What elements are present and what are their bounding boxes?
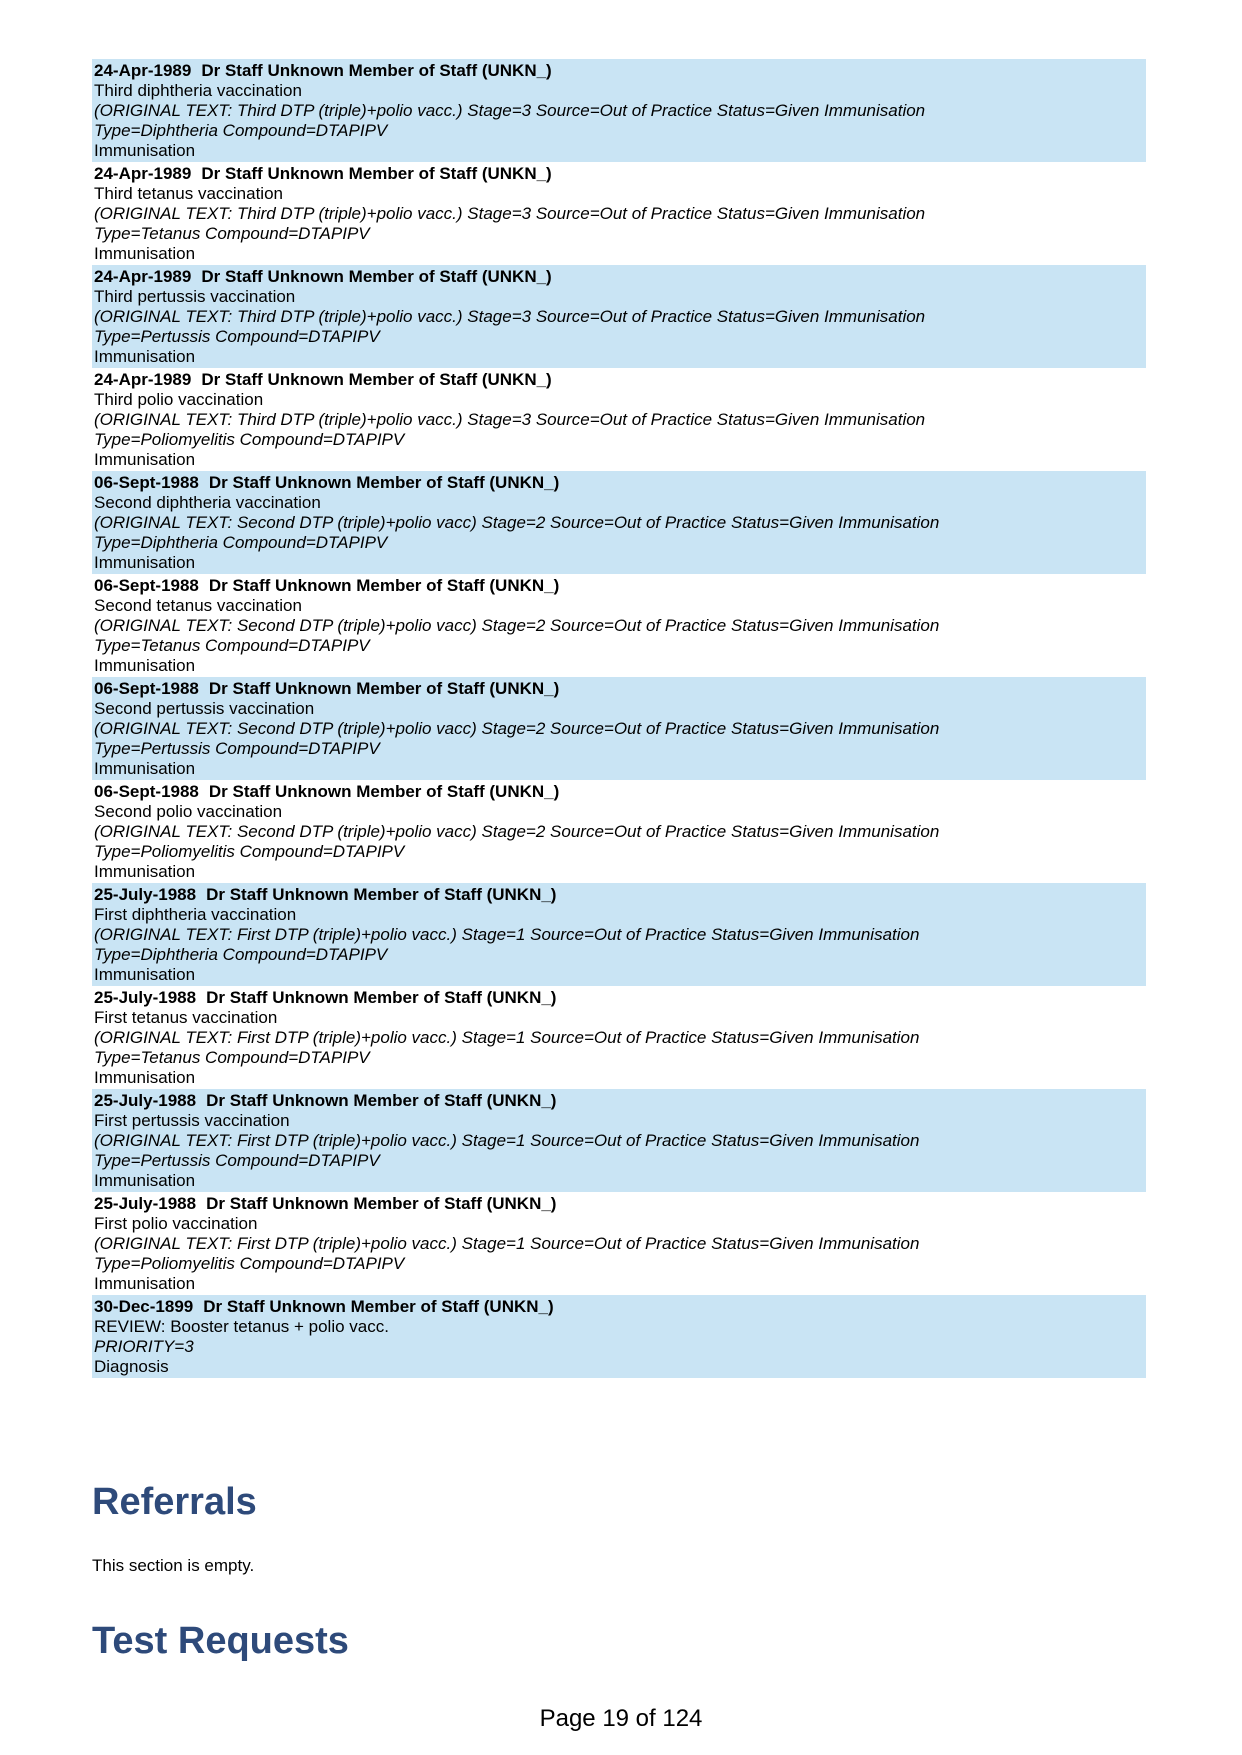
entry-date: 25-July-1988 <box>94 988 197 1007</box>
entry-header <box>94 885 1144 905</box>
entry-category: Immunisation <box>94 1274 196 1293</box>
entry-date: 25-July-1988 <box>94 1091 197 1110</box>
entry-original-text: Type=Tetanus Compound=DTAPIPV <box>94 1048 370 1067</box>
entry-staff: Dr Staff Unknown Member of Staff (UNKN_) <box>206 988 557 1007</box>
journal-entry <box>92 162 1146 265</box>
entry-title: Third polio vaccination <box>94 390 264 409</box>
entry-staff: Dr Staff Unknown Member of Staff (UNKN_) <box>201 164 552 183</box>
entry-date: 24-Apr-1989 <box>94 267 192 286</box>
journal-entry <box>92 883 1146 986</box>
journal-entry <box>92 677 1146 780</box>
entry-original-text: (ORIGINAL TEXT: Third DTP (triple)+polio vacc.) Stage=3 Source=Out of Practice Status=Given Immunisation <box>94 410 926 429</box>
entry-staff: Dr Staff Unknown Member of Staff (UNKN_) <box>208 782 560 801</box>
entry-category: Immunisation <box>94 347 196 366</box>
entry-date: 25-July-1988 <box>94 885 197 904</box>
journal-entry <box>92 1295 1146 1378</box>
journal-entry <box>92 265 1146 368</box>
journal-entry <box>92 1089 1146 1192</box>
entry-original-text: Type=Diphtheria Compound=DTAPIPV <box>94 945 388 964</box>
entry-original-text: (ORIGINAL TEXT: First DTP (triple)+polio vacc.) Stage=1 Source=Out of Practice Status=Given Immunisation <box>94 1131 920 1150</box>
entry-original-text: Type=Tetanus Compound=DTAPIPV <box>94 224 370 243</box>
entry-title: First diphtheria vaccination <box>94 905 297 924</box>
entry-title: Second tetanus vaccination <box>94 596 302 615</box>
entry-title: REVIEW: Booster tetanus + polio vacc. <box>94 1317 389 1336</box>
entry-header <box>94 1091 1144 1111</box>
entry-header <box>94 164 1144 184</box>
journal-entry <box>92 368 1146 471</box>
entry-original-text: PRIORITY=3 <box>94 1337 194 1356</box>
entry-category: Immunisation <box>94 759 196 778</box>
entry-original-text: (ORIGINAL TEXT: Second DTP (triple)+polio vacc) Stage=2 Source=Out of Practice Status=Given Immunisation <box>94 719 940 738</box>
journal-entry <box>92 574 1146 677</box>
entry-staff: Dr Staff Unknown Member of Staff (UNKN_) <box>208 576 560 595</box>
entry-staff: Dr Staff Unknown Member of Staff (UNKN_) <box>201 267 552 286</box>
entry-header <box>94 782 1144 802</box>
entry-date: 24-Apr-1989 <box>94 164 192 183</box>
entry-staff: Dr Staff Unknown Member of Staff (UNKN_) <box>208 473 560 492</box>
entry-title: Second diphtheria vaccination <box>94 493 321 512</box>
entry-title: Third pertussis vaccination <box>94 287 296 306</box>
entry-original-text: Type=Pertussis Compound=DTAPIPV <box>94 1151 380 1170</box>
entry-header <box>94 370 1144 390</box>
entry-title: Second pertussis vaccination <box>94 699 315 718</box>
entry-date: 24-Apr-1989 <box>94 370 192 389</box>
entry-title: First pertussis vaccination <box>94 1111 290 1130</box>
entry-original-text: (ORIGINAL TEXT: Second DTP (triple)+polio vacc) Stage=2 Source=Out of Practice Status=Given Immunisation <box>94 822 940 841</box>
referrals-heading: Referrals <box>92 1481 257 1523</box>
entry-staff: Dr Staff Unknown Member of Staff (UNKN_) <box>206 1194 557 1213</box>
entry-original-text: (ORIGINAL TEXT: First DTP (triple)+polio vacc.) Stage=1 Source=Out of Practice Status=Given Immunisation <box>94 925 920 944</box>
entry-original-text: Type=Pertussis Compound=DTAPIPV <box>94 327 380 346</box>
journal-entry <box>92 986 1146 1089</box>
entry-header <box>94 267 1144 287</box>
entry-original-text: (ORIGINAL TEXT: Second DTP (triple)+polio vacc) Stage=2 Source=Out of Practice Status=Given Immunisation <box>94 513 940 532</box>
entry-category: Immunisation <box>94 450 196 469</box>
entry-date: 06-Sept-1988 <box>94 576 199 595</box>
entry-original-text: Type=Diphtheria Compound=DTAPIPV <box>94 533 388 552</box>
entry-original-text: Type=Tetanus Compound=DTAPIPV <box>94 636 370 655</box>
entry-staff: Dr Staff Unknown Member of Staff (UNKN_) <box>208 679 560 698</box>
entry-staff: Dr Staff Unknown Member of Staff (UNKN_) <box>206 885 557 904</box>
entry-category: Immunisation <box>94 965 196 984</box>
entry-date: 06-Sept-1988 <box>94 782 199 801</box>
entry-header <box>94 1297 1144 1317</box>
entry-header <box>94 1194 1144 1214</box>
entry-date: 25-July-1988 <box>94 1194 197 1213</box>
entry-date: 30-Dec-1899 <box>94 1297 194 1316</box>
entry-category: Immunisation <box>94 244 196 263</box>
entry-staff: Dr Staff Unknown Member of Staff (UNKN_) <box>201 370 552 389</box>
journal-entry <box>92 471 1146 574</box>
entry-staff: Dr Staff Unknown Member of Staff (UNKN_) <box>201 61 552 80</box>
entry-original-text: (ORIGINAL TEXT: First DTP (triple)+polio vacc.) Stage=1 Source=Out of Practice Status=Given Immunisation <box>94 1028 920 1047</box>
referrals-empty-text: This section is empty. <box>92 1556 255 1575</box>
entry-category: Immunisation <box>94 1068 196 1087</box>
journal-entry <box>92 1192 1146 1295</box>
entry-date: 24-Apr-1989 <box>94 61 192 80</box>
journal-entry <box>92 780 1146 883</box>
entry-original-text: Type=Pertussis Compound=DTAPIPV <box>94 739 380 758</box>
entry-title: First polio vaccination <box>94 1214 258 1233</box>
entry-date: 06-Sept-1988 <box>94 473 199 492</box>
entry-header <box>94 473 1144 493</box>
entry-original-text: (ORIGINAL TEXT: Second DTP (triple)+polio vacc) Stage=2 Source=Out of Practice Status=Given Immunisation <box>94 616 940 635</box>
entry-category: Immunisation <box>94 553 196 572</box>
entry-category: Immunisation <box>94 862 196 881</box>
entry-category: Immunisation <box>94 656 196 675</box>
entry-header <box>94 61 1144 81</box>
entry-title: Second polio vaccination <box>94 802 283 821</box>
entry-staff: Dr Staff Unknown Member of Staff (UNKN_) <box>203 1297 554 1316</box>
entry-title: First tetanus vaccination <box>94 1008 278 1027</box>
entry-staff: Dr Staff Unknown Member of Staff (UNKN_) <box>206 1091 557 1110</box>
entry-original-text: Type=Poliomyelitis Compound=DTAPIPV <box>94 842 405 861</box>
test-requests-heading: Test Requests <box>92 1620 349 1662</box>
entry-date: 06-Sept-1988 <box>94 679 199 698</box>
entry-original-text: (ORIGINAL TEXT: Third DTP (triple)+polio vacc.) Stage=3 Source=Out of Practice Status=Given Immunisation <box>94 307 926 326</box>
entry-header <box>94 988 1144 1008</box>
journal-entries <box>92 59 1146 1378</box>
entry-category: Diagnosis <box>94 1357 169 1376</box>
entry-original-text: (ORIGINAL TEXT: First DTP (triple)+polio vacc.) Stage=1 Source=Out of Practice Status=Given Immunisation <box>94 1234 920 1253</box>
entry-header <box>94 576 1144 596</box>
entry-category: Immunisation <box>94 1171 196 1190</box>
entry-original-text: Type=Poliomyelitis Compound=DTAPIPV <box>94 430 405 449</box>
entry-original-text: Type=Diphtheria Compound=DTAPIPV <box>94 121 388 140</box>
entry-header <box>94 679 1144 699</box>
entry-category: Immunisation <box>94 141 196 160</box>
page-number: Page 19 of 124 <box>539 1705 703 1732</box>
journal-entry <box>92 59 1146 162</box>
entry-title: Third tetanus vaccination <box>94 184 283 203</box>
entry-original-text: (ORIGINAL TEXT: Third DTP (triple)+polio vacc.) Stage=3 Source=Out of Practice Status=Given Immunisation <box>94 101 926 120</box>
entry-original-text: Type=Poliomyelitis Compound=DTAPIPV <box>94 1254 405 1273</box>
entry-original-text: (ORIGINAL TEXT: Third DTP (triple)+polio vacc.) Stage=3 Source=Out of Practice Status=Given Immunisation <box>94 204 926 223</box>
entry-title: Third diphtheria vaccination <box>94 81 302 100</box>
